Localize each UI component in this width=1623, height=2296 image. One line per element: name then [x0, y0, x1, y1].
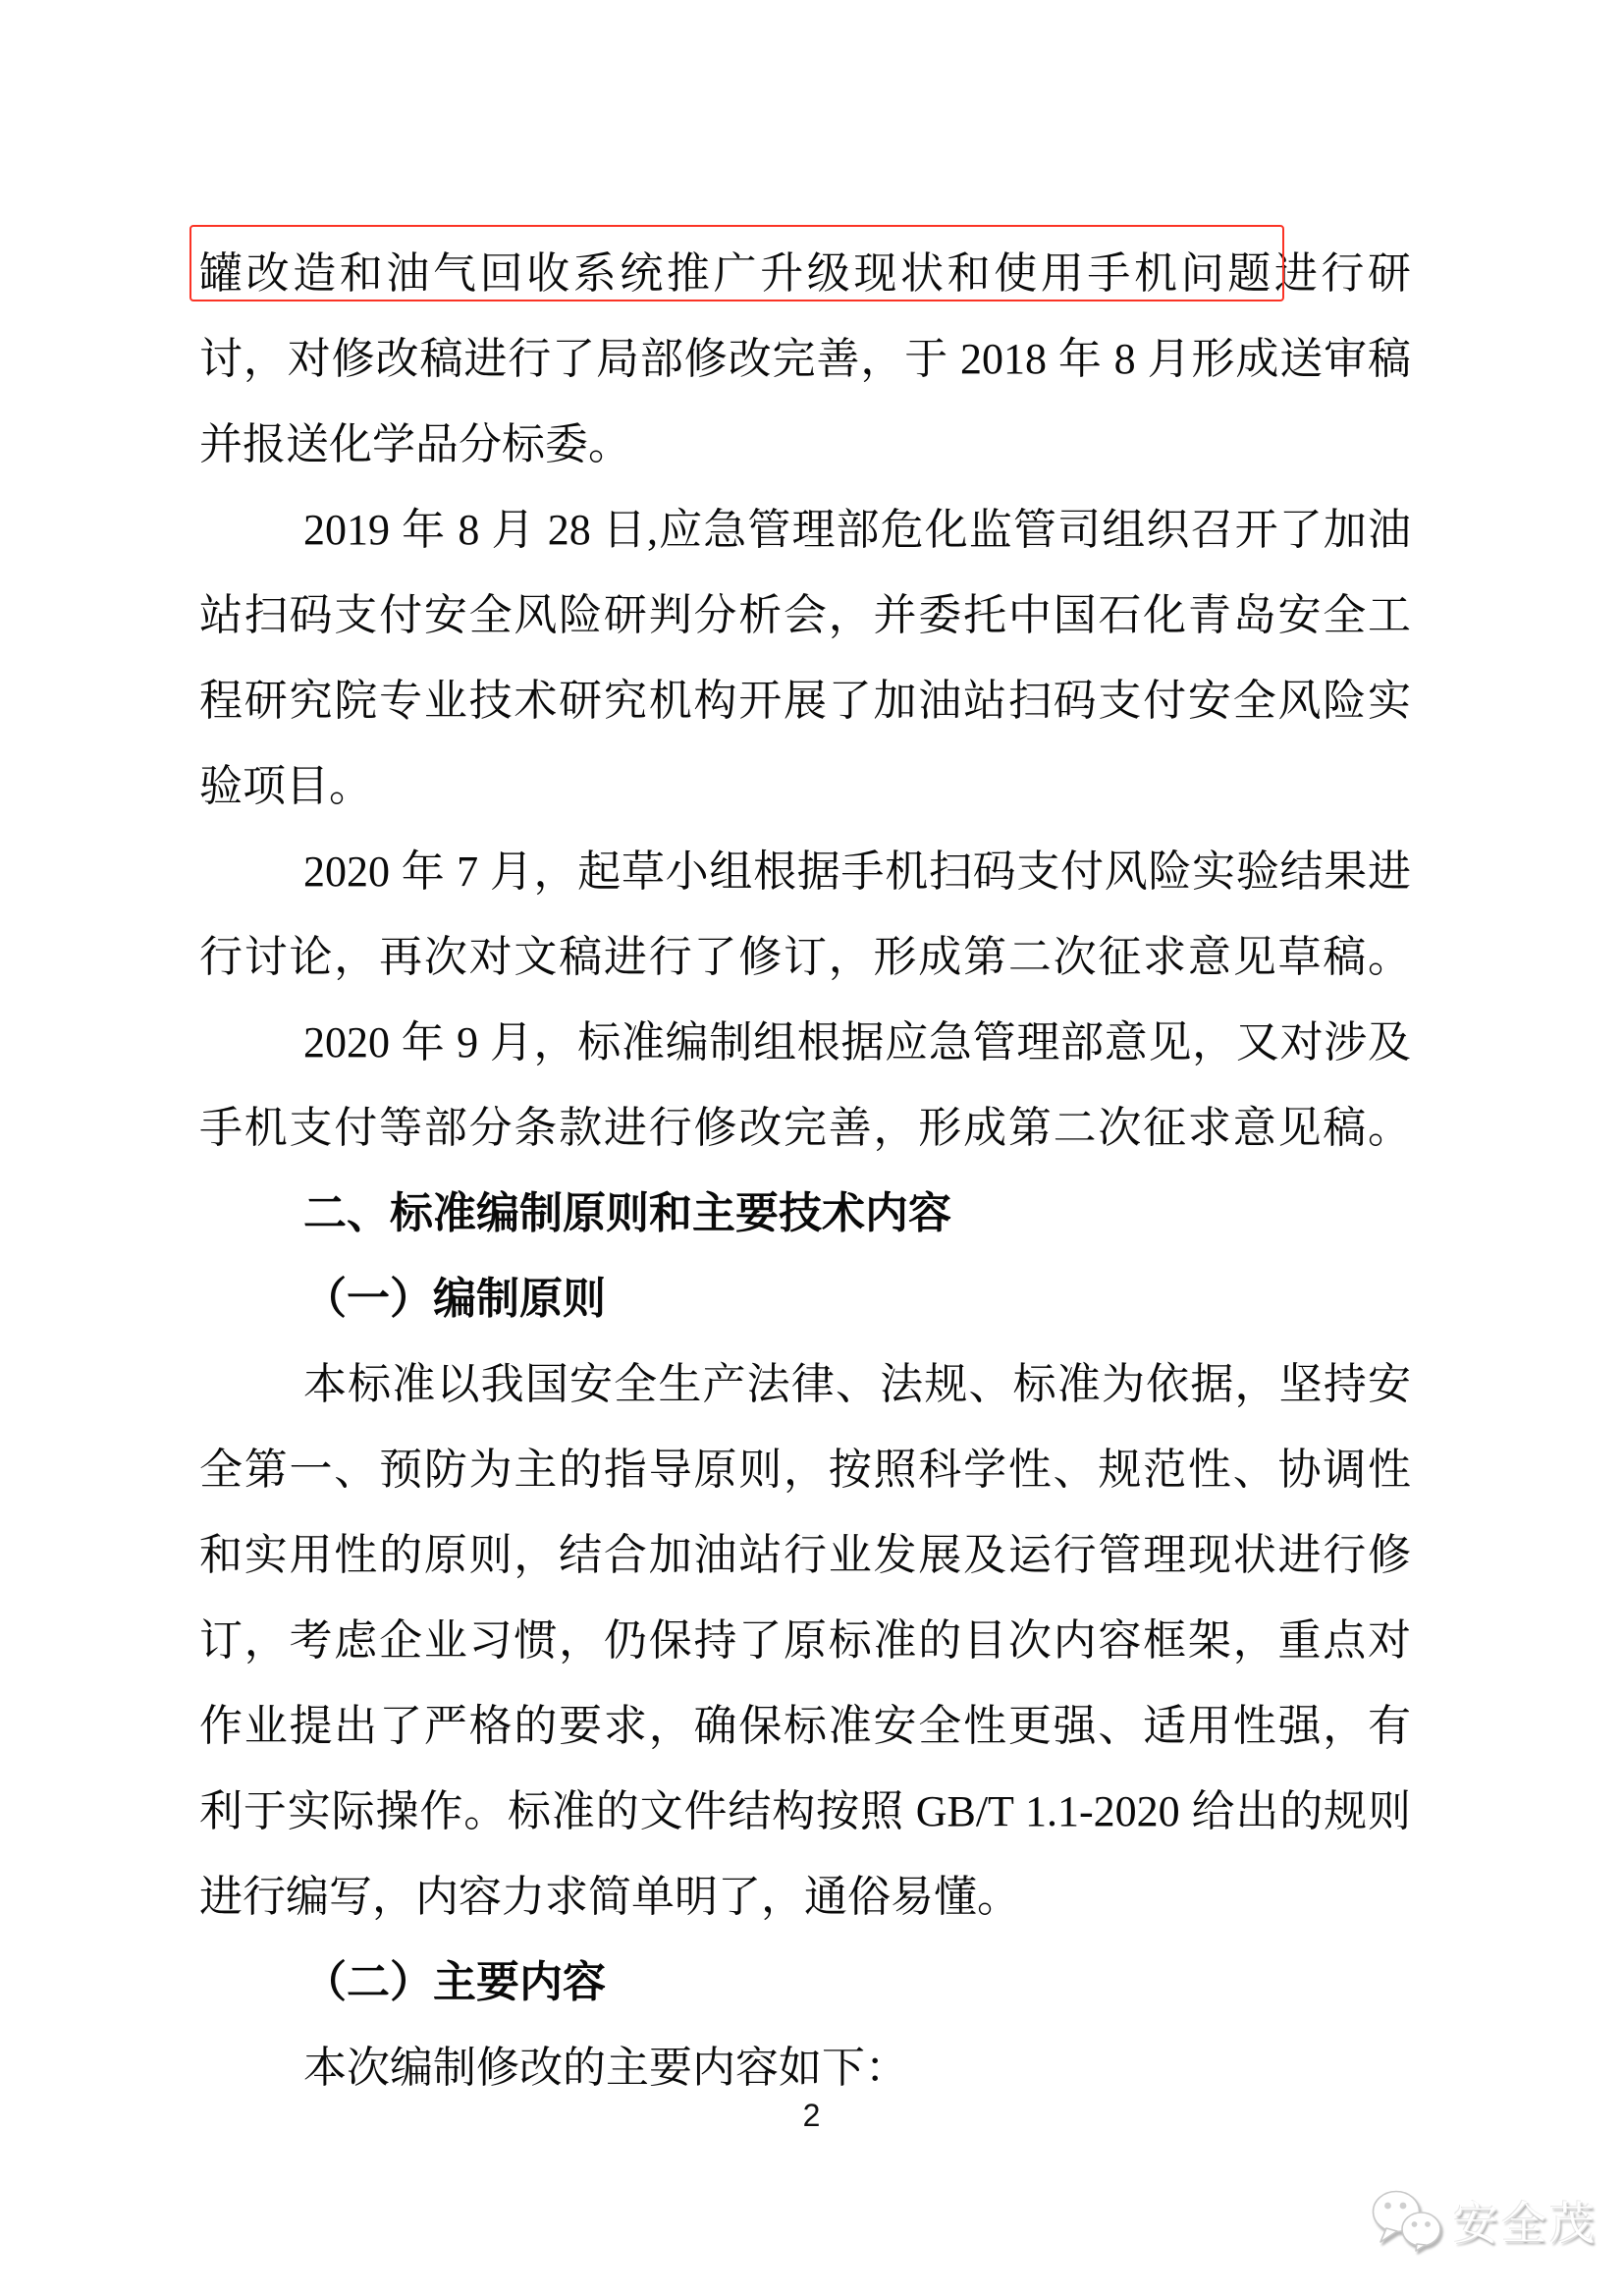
- text-line: 订，考虑企业习惯，仍保持了原标准的目次内容框架，重点对: [199, 1616, 1411, 1665]
- text-line: [199, 231, 1411, 316]
- watermark-label: 安全茂: [1453, 2198, 1597, 2249]
- text-line: 利于实际操作。标准的文件结构按照 GB/T 1.1-2020 给出的规则: [199, 1787, 1411, 1835]
- text-line: 并报送化学品分标委。: [199, 420, 631, 468]
- text-line: 2020 年 7 月，起草小组根据手机扫码支付风险实验结果进: [303, 847, 1411, 896]
- text-line: 进行编写，内容力求简单明了，通俗易懂。: [199, 1873, 1020, 1921]
- watermark: [1371, 2188, 1597, 2253]
- text-line: 程研究院专业技术研究机构开展了加油站扫码支付安全风险实: [199, 677, 1411, 725]
- wechat-icon: [1371, 2189, 1443, 2252]
- page-number: 2: [802, 2098, 821, 2133]
- sub-heading: （一）编制原则: [303, 1275, 606, 1323]
- text-line: 作业提出了严格的要求，确保标准安全性更强、适用性强，有: [199, 1702, 1411, 1750]
- text-line: 手机支付等部分条款进行修改完善，形成第二次征求意见稿。: [199, 1104, 1411, 1152]
- document-body: [199, 231, 1411, 2110]
- text-line: 行讨论，再次对文稿进行了修订，形成第二次征求意见草稿。: [199, 933, 1411, 981]
- text-line: 本标准以我国安全生产法律、法规、标准为依据，坚持安: [303, 1360, 1411, 1408]
- sub-heading: （二）主要内容: [303, 1958, 606, 2006]
- text-line: 本次编制修改的主要内容如下：: [303, 2044, 908, 2092]
- highlight-box: 罐改造和油气回收系统推广升级现状和使用手机问题: [199, 249, 1274, 298]
- text-line: 和实用性的原则，结合加油站行业发展及运行管理现状进行修: [199, 1531, 1411, 1579]
- text-line: 验项目。: [199, 762, 372, 810]
- text-line: 全第一、预防为主的指导原则，按照科学性、规范性、协调性: [199, 1446, 1411, 1494]
- text-line: 讨，对修改稿进行了局部修改完善，于 2018 年 8 月形成送审稿: [199, 335, 1411, 383]
- text-line: 2019 年 8 月 28 日,应急管理部危化监管司组织召开了加油: [303, 506, 1411, 554]
- text-line: 2020 年 9 月，标准编制组根据应急管理部意见，又对涉及: [303, 1018, 1411, 1066]
- text-line: 站扫码支付安全风险研判分析会，并委托中国石化青岛安全工: [199, 591, 1411, 639]
- section-heading: 二、标准编制原则和主要技术内容: [303, 1189, 951, 1237]
- text-after-box: 进行研: [1273, 249, 1412, 298]
